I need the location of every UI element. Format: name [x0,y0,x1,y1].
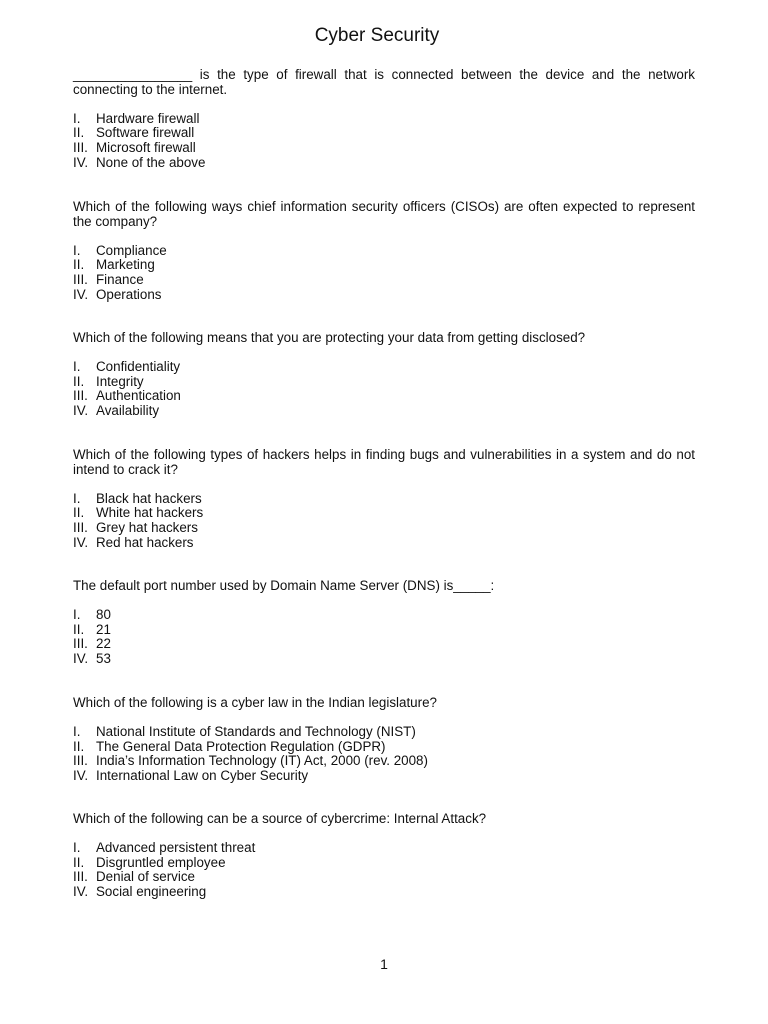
option-item [73,156,695,171]
option-text: White hat hackers [96,505,204,521]
option-item [73,375,695,390]
option-number: IV. [73,534,89,550]
option-item [73,404,695,419]
option-item [73,492,695,507]
question-text: ________________ is the type of firewall that is connected between the device and the network connecting to the internet. [73,67,695,97]
option-text: 80 [96,607,111,622]
page-number: 1 [380,956,388,972]
option-number: III. [73,519,88,535]
question-block [73,331,695,419]
option-item [73,725,695,740]
option-number: II. [73,621,85,637]
option-number: II. [73,738,85,754]
option-item [73,112,695,127]
option-item [73,258,695,273]
option-item [73,126,695,141]
option-text: Microsoft firewall [96,139,196,155]
option-text: Denial of service [96,869,195,885]
option-text: 53 [96,651,111,667]
option-text: Marketing [96,257,155,273]
option-list [73,725,695,784]
option-item [73,273,695,288]
option-item [73,360,695,375]
option-number: III. [73,271,88,287]
option-number: IV. [73,651,89,667]
option-text: Red hat hackers [96,534,194,550]
option-item [73,288,695,303]
option-item [73,841,695,856]
option-item [73,652,695,667]
option-list [73,112,695,171]
option-item [73,740,695,755]
option-item [73,536,695,551]
question-block [73,579,695,667]
question-text: The default port number used by Domain Name Server (DNS) is_____: [73,578,495,593]
option-number: I. [73,110,81,126]
option-number: IV. [73,403,89,419]
option-item [73,754,695,769]
option-text: National Institute of Standards and Technology (NIST) [96,724,416,739]
page-title: Cyber Security [314,25,440,46]
option-number: IV. [73,154,89,170]
option-text: Operations [96,286,162,302]
option-number: II. [73,854,85,870]
option-item [73,885,695,900]
option-item [73,870,695,885]
question-text: Which of the following can be a source of cybercrime: Internal Attack? [73,811,487,826]
option-number: IV. [73,286,89,302]
option-number: III. [73,869,88,885]
question-text: Which of the following types of hackers helps in finding bugs and vulnerabilities in a system and do not intend to crack it? [73,447,695,477]
option-number: I. [73,840,81,855]
option-number: IV. [73,884,89,900]
option-number: III. [73,753,88,769]
option-text: Grey hat hackers [96,519,198,535]
option-item [73,521,695,536]
option-text: Hardware firewall [96,110,200,126]
option-text: Software firewall [96,125,195,141]
option-number: III. [73,636,88,652]
option-list [73,360,695,419]
option-text: Compliance [96,242,167,258]
option-text: Integrity [96,373,144,389]
question-block [73,812,695,900]
question-block [73,696,695,784]
option-text: Authentication [96,388,181,404]
option-number: II. [73,373,85,389]
option-text: The General Data Protection Regulation (GDPR) [96,738,386,754]
option-text: International Law on Cyber Security [96,768,309,784]
option-number: III. [73,388,88,404]
option-number: I. [73,242,81,258]
option-text: 22 [96,636,111,652]
option-text: 21 [96,621,111,637]
option-item [73,856,695,871]
option-text: Advanced persistent threat [96,840,256,855]
option-number: I. [73,359,81,374]
option-item [73,623,695,638]
option-number: II. [73,125,85,141]
option-text: Social engineering [96,884,207,900]
option-text: Black hat hackers [96,490,202,506]
option-number: IV. [73,768,89,784]
option-item [73,769,695,784]
option-text: India’s Information Technology (IT) Act, 2000 (rev. 2008) [96,753,428,769]
option-item [73,244,695,259]
question-text: Which of the following is a cyber law in the Indian legislature? [73,695,437,710]
question-block [73,448,695,550]
option-list [73,841,695,900]
option-text: Confidentiality [96,359,181,374]
option-item [73,608,695,623]
option-item [73,506,695,521]
option-list [73,244,695,303]
option-number: III. [73,139,88,155]
option-item [73,637,695,652]
option-list [73,492,695,551]
option-item [73,141,695,156]
option-text: Availability [96,403,160,419]
question-block [73,68,695,170]
option-text: Finance [96,271,144,287]
option-list [73,608,695,667]
question-block [73,200,695,302]
option-text: Disgruntled employee [96,854,226,870]
question-text: Which of the following ways chief information security officers (CISOs) are often expected to represent the company? [73,199,695,229]
option-number: I. [73,724,81,739]
option-number: II. [73,505,85,521]
option-number: I. [73,607,81,622]
question-text: Which of the following means that you are protecting your data from getting disclosed? [73,330,586,345]
option-text: None of the above [96,154,206,170]
option-number: II. [73,257,85,273]
option-item [73,389,695,404]
option-number: I. [73,490,81,506]
